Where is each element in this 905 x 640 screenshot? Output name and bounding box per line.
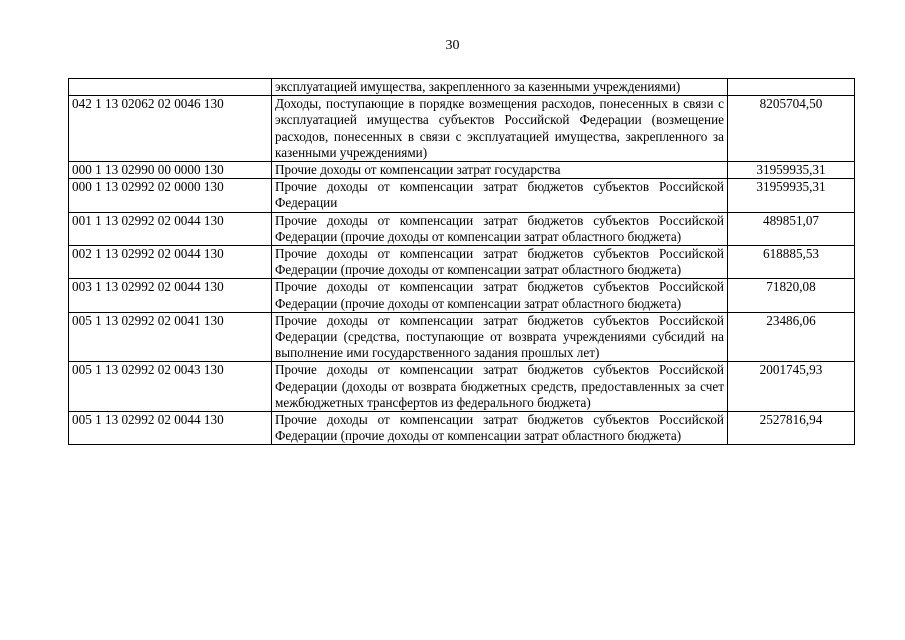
table-row [69,246,855,279]
budget-code-cell: 000 1 13 02990 00 0000 130 [69,162,272,179]
amount-cell: 489851,07 [728,212,855,245]
budget-code-cell: 005 1 13 02992 02 0043 130 [69,362,272,412]
page-number: 30 [445,38,460,53]
table-row [69,362,855,412]
description-cell: Доходы, поступающие в порядке возмещения расходов, понесенных в связи с эксплуатацией имущества субъектов Российской Федерации (возмещение расходов, понесенных в связи с эксплуатацией имущества, закрепленного за казенными учреждениями) [272,96,728,162]
budget-revenue-table [68,78,855,445]
budget-code-cell: 000 1 13 02992 02 0000 130 [69,179,272,212]
description-cell: Прочие доходы от компенсации затрат государства [272,162,728,179]
amount-cell: 23486,06 [728,312,855,362]
budget-code-cell: 002 1 13 02992 02 0044 130 [69,246,272,279]
amount-cell: 618885,53 [728,246,855,279]
description-cell: Прочие доходы от компенсации затрат бюджетов субъектов Российской Федерации (прочие доходы от компенсации затрат областного бюджета) [272,279,728,312]
description-cell: Прочие доходы от компенсации затрат бюджетов субъектов Российской Федерации (прочие доходы от компенсации затрат областного бюджета) [272,212,728,245]
table-body [69,79,855,445]
description-cell: эксплуатацией имущества, закрепленного за казенными учреждениями) [272,79,728,96]
table-row [69,412,855,445]
table-row [69,312,855,362]
table-row [69,179,855,212]
table-row [69,212,855,245]
budget-code-cell [69,79,272,96]
amount-cell: 31959935,31 [728,162,855,179]
table-row [69,96,855,162]
budget-code-cell: 005 1 13 02992 02 0044 130 [69,412,272,445]
description-cell: Прочие доходы от компенсации затрат бюджетов субъектов Российской Федерации (прочие доходы от компенсации затрат областного бюджета) [272,412,728,445]
budget-code-cell: 003 1 13 02992 02 0044 130 [69,279,272,312]
description-cell: Прочие доходы от компенсации затрат бюджетов субъектов Российской Федерации (прочие доходы от компенсации затрат областного бюджета) [272,246,728,279]
table-row [69,79,855,96]
budget-code-cell: 005 1 13 02992 02 0041 130 [69,312,272,362]
table-row [69,162,855,179]
budget-code-cell: 042 1 13 02062 02 0046 130 [69,96,272,162]
amount-cell: 2527816,94 [728,412,855,445]
table-row [69,279,855,312]
amount-cell: 71820,08 [728,279,855,312]
description-cell: Прочие доходы от компенсации затрат бюджетов субъектов Российской Федерации [272,179,728,212]
description-cell: Прочие доходы от компенсации затрат бюджетов субъектов Российской Федерации (средства, поступающие от возврата учреждениями субсидий на выполнение ими государственного задания прошлых лет) [272,312,728,362]
budget-code-cell: 001 1 13 02992 02 0044 130 [69,212,272,245]
amount-cell: 2001745,93 [728,362,855,412]
amount-cell: 8205704,50 [728,96,855,162]
amount-cell [728,79,855,96]
amount-cell: 31959935,31 [728,179,855,212]
description-cell: Прочие доходы от компенсации затрат бюджетов субъектов Российской Федерации (доходы от возврата бюджетных средств, предоставленных за счет межбюджетных трансфертов из федерального бюджета) [272,362,728,412]
